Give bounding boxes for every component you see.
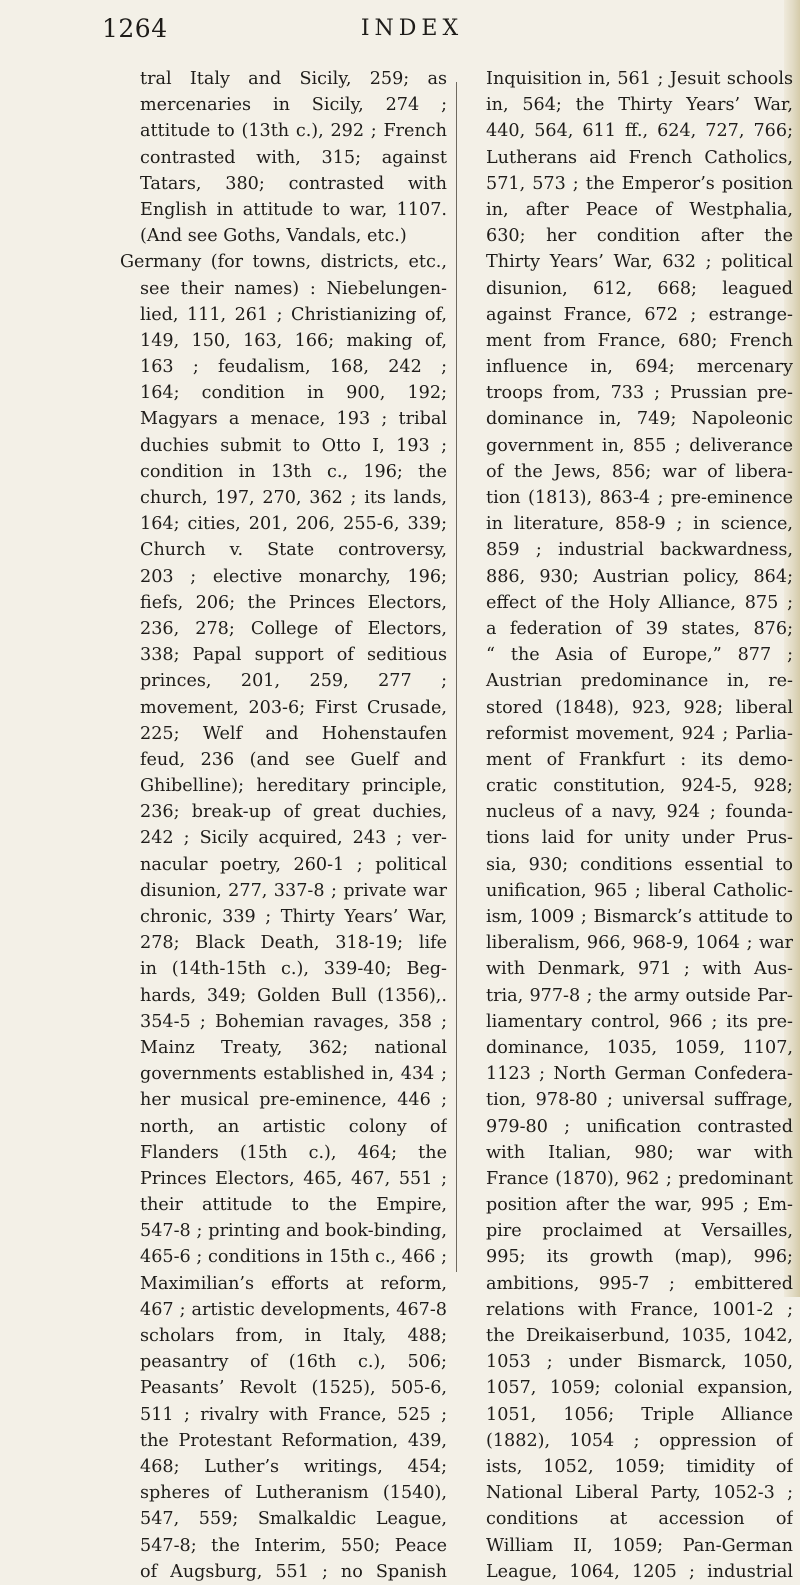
index-line: 164; cities, 201, 206, 255-6, 339; <box>140 514 447 535</box>
index-line: in, 564; the Thirty Years’ War, <box>486 95 793 116</box>
index-line: English in attitude to war, 1107. <box>140 199 447 220</box>
index-line: feud, 236 (and see Guelf and <box>140 749 447 770</box>
index-line: governments established in, 434 ; <box>140 1064 447 1085</box>
index-line: church, 197, 270, 362 ; its lands, <box>140 488 447 508</box>
column-divider <box>456 82 457 1272</box>
index-line: mercenaries in Sicily, 274 ; <box>140 95 447 116</box>
index-line: Ghibelline); hereditary principle, <box>140 776 447 797</box>
index-line: 886, 930; Austrian policy, 864; <box>486 566 793 587</box>
index-line: effect of the Holy Alliance, 875 ; <box>486 592 793 613</box>
index-line: liamentary control, 966 ; its pre- <box>486 1011 793 1032</box>
index-line: (1882), 1054 ; oppression of <box>486 1430 793 1451</box>
index-line: north, an artistic colony of <box>140 1116 447 1137</box>
index-line: Germany (for towns, districts, etc., <box>120 252 447 273</box>
index-line: 225; Welf and Hohenstaufen <box>140 723 447 744</box>
index-line: dominance in, 749; Napoleonic <box>486 409 793 430</box>
index-line: contrasted with, 315; against <box>140 147 447 168</box>
index-line: Flanders (15th c.), 464; the <box>140 1142 447 1163</box>
index-line: 236, 278; College of Electors, <box>140 618 447 639</box>
index-line: ism, 1009 ; Bismarck’s attitude to <box>486 907 793 927</box>
index-line: nacular poetry, 260-1 ; political <box>140 854 447 875</box>
index-line: tion, 978-80 ; universal suffrage, <box>486 1090 793 1111</box>
index-line: 465-6 ; conditions in 15th c., 466 ; <box>140 1247 447 1268</box>
index-line: “ the Asia of Europe,” 877 ; <box>486 645 793 666</box>
page-header <box>102 0 722 56</box>
index-line: Peasants’ Revolt (1525), 505-6, <box>140 1378 447 1399</box>
index-line: their attitude to the Empire, <box>140 1195 447 1216</box>
index-line: cratic constitution, 924-5, 928; <box>486 776 793 797</box>
index-line: Thirty Years’ War, 632 ; political <box>486 252 793 273</box>
index-line: princes, 201, 259, 277 ; <box>140 671 447 692</box>
index-line: tions laid for unity under Prus- <box>486 828 793 849</box>
index-line: 547-8 ; printing and book-binding, <box>140 1221 447 1242</box>
index-line: (And see Goths, Vandals, etc.) <box>140 226 407 247</box>
index-line: against France, 672 ; estrange- <box>486 304 793 325</box>
index-line: fiefs, 206; the Princes Electors, <box>140 592 447 613</box>
index-column-right <box>466 66 793 1582</box>
index-line: 859 ; industrial backwardness, <box>486 540 793 561</box>
index-line: France (1870), 962 ; predominant <box>486 1168 793 1189</box>
index-line: 547, 559; Smalkaldic League, <box>140 1509 447 1530</box>
index-line: 630; her condition after the <box>486 226 793 247</box>
index-line: unification, 965 ; liberal Catholic- <box>486 880 793 901</box>
index-line: tral Italy and Sicily, 259; as <box>140 69 447 89</box>
index-line: Princes Electors, 465, 467, 551 ; <box>140 1168 447 1189</box>
index-column-left <box>120 66 447 1582</box>
index-line: dominance, 1035, 1059, 1107, <box>486 1037 793 1058</box>
index-line: chronic, 339 ; Thirty Years’ War, <box>140 907 447 927</box>
index-line: Magyars a menace, 193 ; tribal <box>140 409 447 430</box>
index-line: in literature, 858-9 ; in science, <box>486 514 793 535</box>
index-line: 1051, 1056; Triple Alliance <box>486 1404 793 1425</box>
index-line: Tatars, 380; contrasted with <box>140 173 447 194</box>
index-line: 511 ; rivalry with France, 525 ; <box>140 1404 447 1425</box>
index-line: Mainz Treaty, 362; national <box>140 1037 447 1058</box>
index-line: the Dreikaiserbund, 1035, 1042, <box>486 1326 793 1346</box>
index-line: pire proclaimed at Versailles, <box>486 1221 793 1242</box>
index-line: League, 1064, 1205 ; industrial <box>486 1561 793 1582</box>
index-line: 995; its growth (map), 996; <box>486 1247 793 1268</box>
index-line: spheres of Lutheranism (1540), <box>140 1483 447 1504</box>
index-line: position after the war, 995 ; Em- <box>486 1195 793 1216</box>
index-line: peasantry of (16th c.), 506; <box>140 1352 447 1373</box>
index-line: stored (1848), 923, 928; liberal <box>486 697 793 718</box>
index-line: in, after Peace of Westphalia, <box>486 199 793 220</box>
index-line: duchies submit to Otto I, 193 ; <box>140 435 447 456</box>
index-line: condition in 13th c., 196; the <box>140 461 447 482</box>
index-line: William II, 1059; Pan-German <box>486 1535 793 1556</box>
index-line: of Augsburg, 551 ; no Spanish <box>140 1561 447 1582</box>
index-line: sia, 930; conditions essential to <box>486 854 793 875</box>
index-line: with Denmark, 971 ; with Aus- <box>486 959 793 980</box>
index-line: reformist movement, 924 ; Parlia- <box>486 723 793 744</box>
index-line: 203 ; elective monarchy, 196; <box>140 566 447 587</box>
index-line: Inquisition in, 561 ; Jesuit schools <box>486 69 793 89</box>
index-line: lied, 111, 261 ; Christianizing of, <box>140 304 447 325</box>
index-line: movement, 203-6; First Crusade, <box>140 697 447 718</box>
index-line: tria, 977-8 ; the army outside Par- <box>486 985 793 1006</box>
running-title: INDEX <box>360 16 464 41</box>
index-line: troops from, 733 ; Prussian pre- <box>486 383 793 404</box>
index-line: 278; Black Death, 318-19; life <box>140 933 447 954</box>
index-line: of the Jews, 856; war of libera- <box>486 461 793 482</box>
index-line: nucleus of a navy, 924 ; founda- <box>486 802 793 823</box>
index-line: 163 ; feudalism, 168, 242 ; <box>140 357 447 378</box>
index-line: hards, 349; Golden Bull (1356),. <box>140 985 447 1006</box>
index-line: relations with France, 1001-2 ; <box>486 1299 793 1320</box>
index-line: National Liberal Party, 1052-3 ; <box>486 1483 793 1504</box>
index-line: 149, 150, 163, 166; making of, <box>140 330 447 351</box>
index-line: 468; Luther’s writings, 454; <box>140 1456 447 1477</box>
index-line: 547-8; the Interim, 550; Peace <box>140 1535 447 1556</box>
index-line: disunion, 612, 668; leagued <box>486 278 793 299</box>
index-line: a federation of 39 states, 876; <box>486 618 793 639</box>
index-line: 1053 ; under Bismarck, 1050, <box>486 1352 793 1373</box>
index-line: 236; break-up of great duchies, <box>140 802 447 823</box>
index-line: 571, 573 ; the Emperor’s position <box>486 173 793 194</box>
index-line: in (14th-15th c.), 339-40; Beg- <box>140 959 447 980</box>
index-line: 242 ; Sicily acquired, 243 ; ver- <box>140 828 447 849</box>
index-line: ment of Frankfurt : its demo- <box>486 749 793 770</box>
index-line: influence in, 694; mercenary <box>486 357 793 378</box>
index-line: 979-80 ; unification contrasted <box>486 1116 793 1137</box>
index-line: disunion, 277, 337-8 ; private war <box>140 880 447 901</box>
index-line: see their names) : Niebelungen- <box>140 278 447 299</box>
index-line: scholars from, in Italy, 488; <box>140 1326 447 1346</box>
index-line: ment from France, 680; French <box>486 330 793 351</box>
index-line: tion (1813), 863-4 ; pre-eminence <box>486 488 793 508</box>
index-line: with Italian, 980; war with <box>486 1142 793 1163</box>
index-line: ambitions, 995-7 ; embittered <box>486 1273 793 1294</box>
index-line: liberalism, 966, 968-9, 1064 ; war <box>486 933 793 954</box>
index-line: 467 ; artistic developments, 467-8 <box>140 1299 447 1320</box>
index-line: the Protestant Reformation, 439, <box>140 1430 447 1451</box>
index-line: her musical pre-eminence, 446 ; <box>140 1090 447 1111</box>
index-line: Austrian predominance in, re- <box>486 671 793 692</box>
index-line: government in, 855 ; deliverance <box>486 435 793 456</box>
index-line: attitude to (13th c.), 292 ; French <box>140 121 447 142</box>
index-line: Lutherans aid French Catholics, <box>486 147 793 168</box>
index-line: 164; condition in 900, 192; <box>140 383 447 404</box>
index-line: 1123 ; North German Confedera- <box>486 1064 793 1085</box>
index-line: 440, 564, 611 ff., 624, 727, 766; <box>486 121 793 142</box>
index-line: Maximilian’s efforts at reform, <box>140 1273 447 1294</box>
index-line: ists, 1052, 1059; timidity of <box>486 1456 793 1477</box>
index-line: 338; Papal support of seditious <box>140 645 447 666</box>
index-line: Church v. State controversy, <box>140 540 447 561</box>
index-line: 354-5 ; Bohemian ravages, 358 ; <box>140 1011 447 1032</box>
page-number: 1264 <box>102 14 168 43</box>
index-line: 1057, 1059; colonial expansion, <box>486 1378 793 1399</box>
index-line: conditions at accession of <box>486 1509 793 1530</box>
